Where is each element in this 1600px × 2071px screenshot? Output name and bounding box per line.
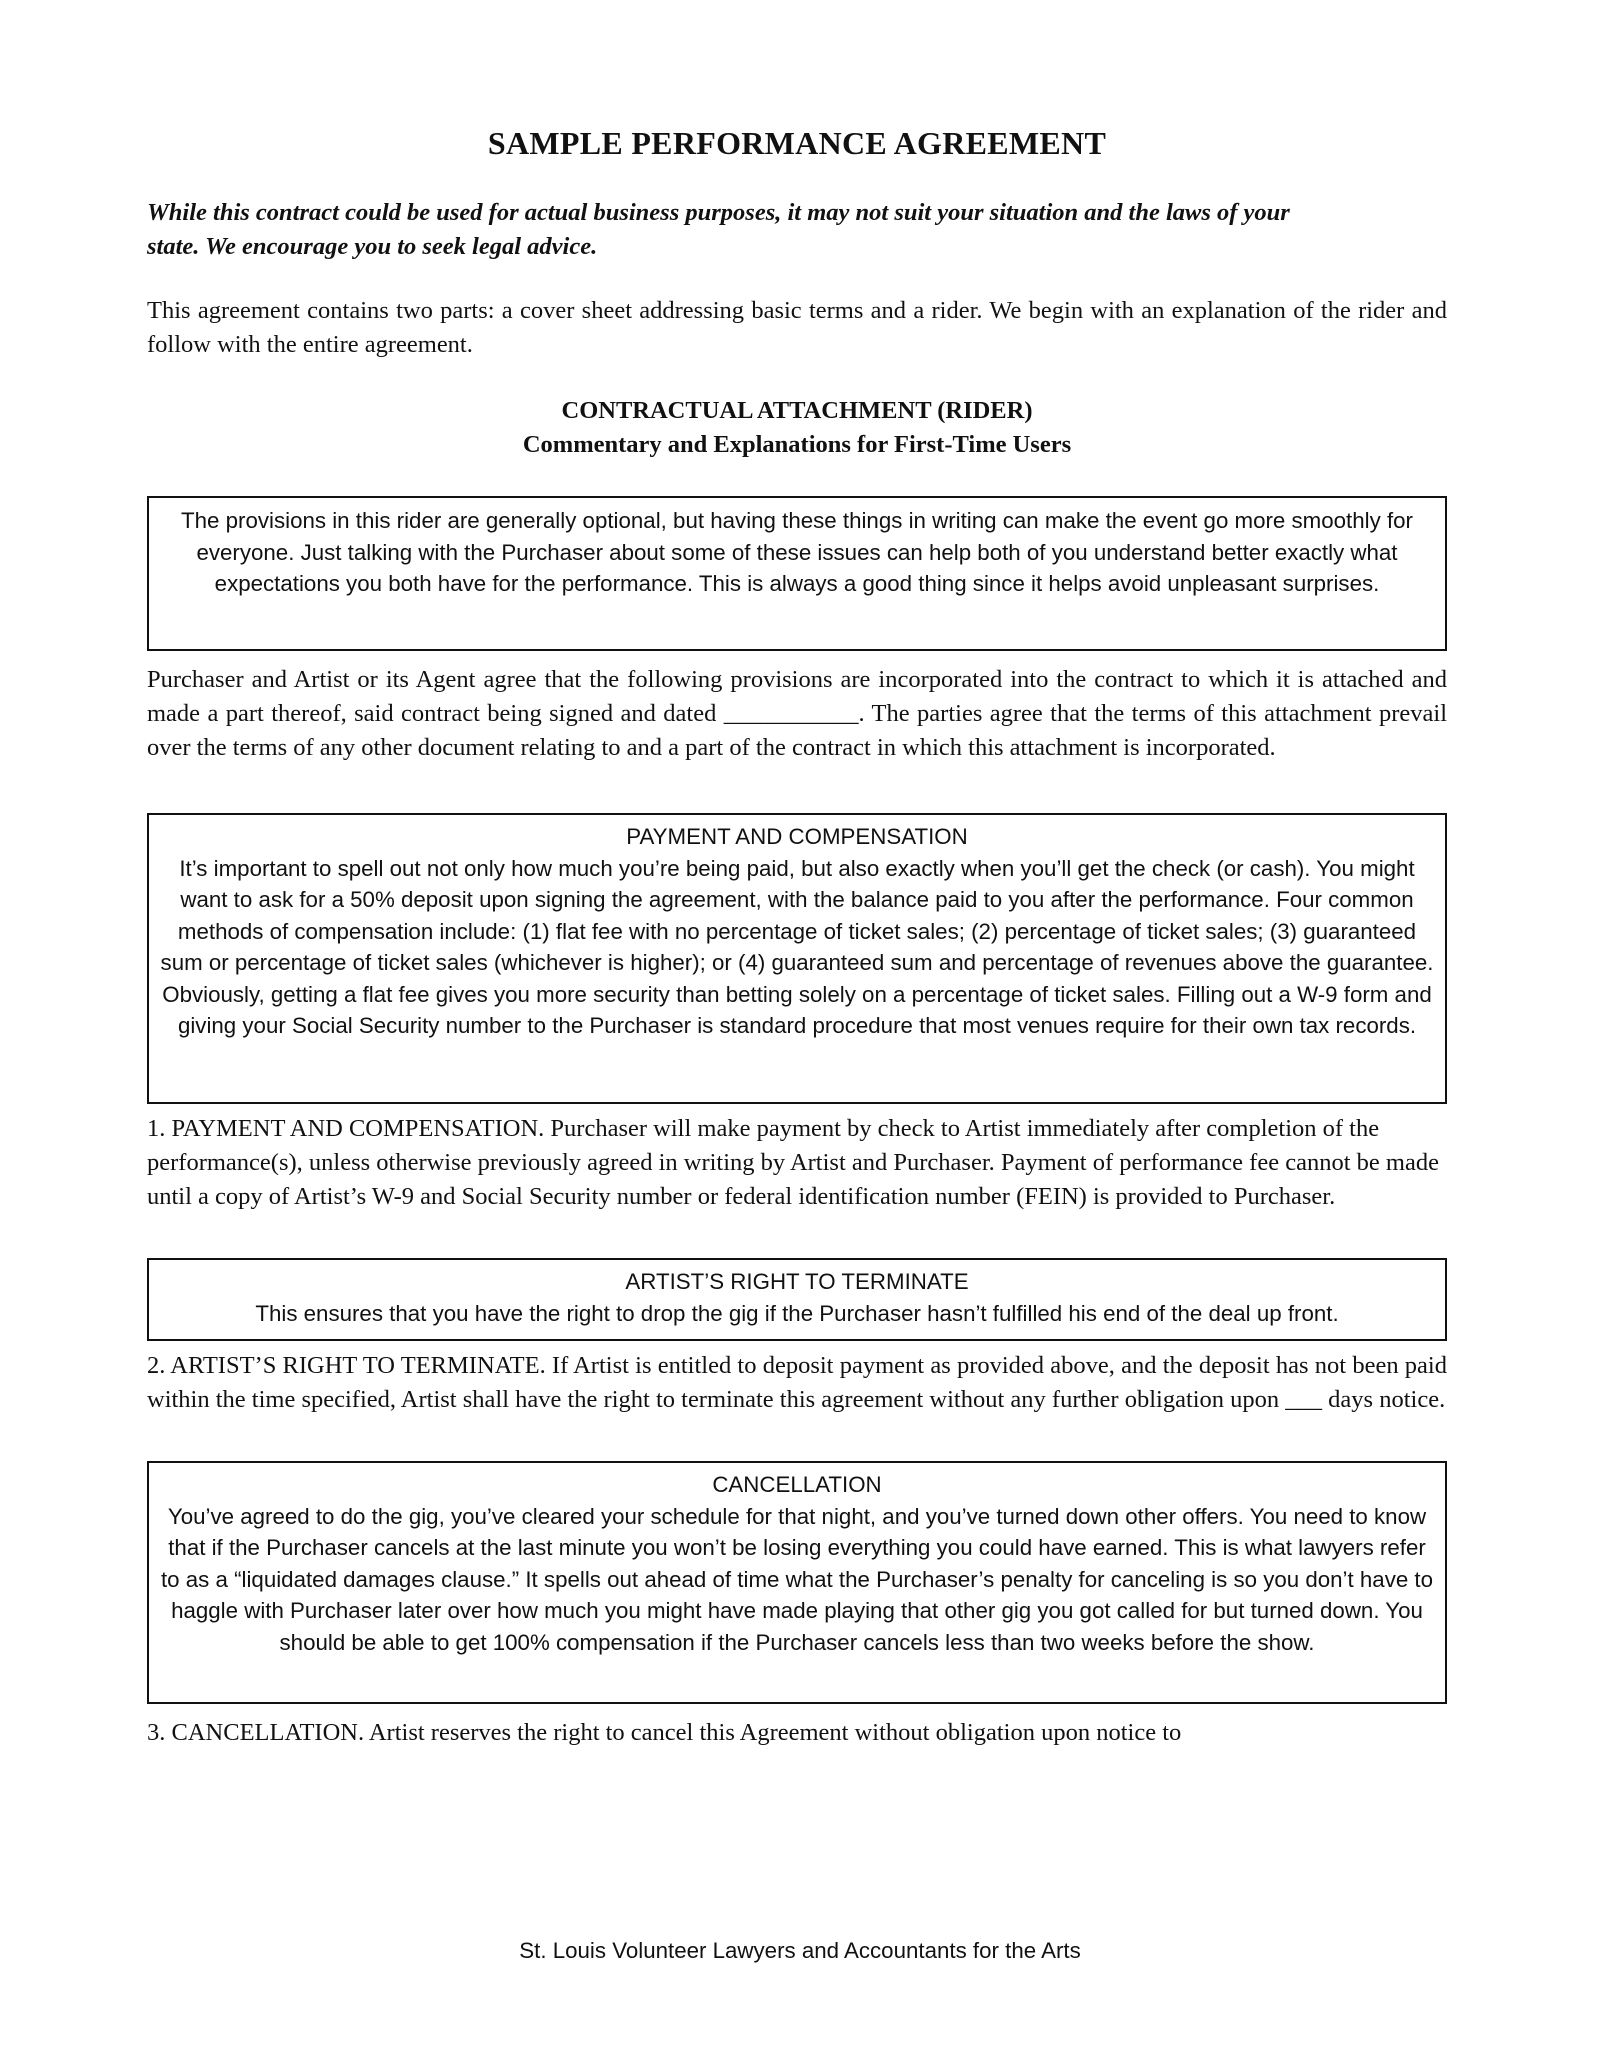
rider-note-text: The provisions in this rider are generally optional, but having these things in writing can make the event go more smoothly for everyone. Just talking with the Purchaser about some of these issues can help both of you understand better exactly what expectations you both have for the performance. This is always a good thing since it helps avoid unpleasant surprises.	[181, 508, 1413, 596]
terminate-box-title: ARTIST’S RIGHT TO TERMINATE	[625, 1269, 969, 1294]
rider-heading: CONTRACTUAL ATTACHMENT (RIDER)	[561, 397, 1033, 424]
terminate-box-text: This ensures that you have the right to drop the gig if the Purchaser hasn’t fulfilled his end of the deal up front.	[255, 1300, 1339, 1326]
terminate-clause: 2. ARTIST’S RIGHT TO TERMINATE. If Artist is entitled to deposit payment as provided above, and the deposit has not been paid within the time specified, Artist shall have the right to terminate this agreement without any further obligation upon ___ days notice.	[147, 1352, 1447, 1413]
page-title: SAMPLE PERFORMANCE AGREEMENT	[487, 125, 1107, 161]
page-footer: St. Louis Volunteer Lawyers and Accountants for the Arts	[519, 1938, 1081, 1963]
rider-heading-block	[147, 394, 1447, 462]
cancellation-clause: 3. CANCELLATION. Artist reserves the right to cancel this Agreement without obligation upon notice to	[147, 1719, 1182, 1746]
cancellation-commentary-box	[147, 1461, 1447, 1704]
terminate-commentary-box	[147, 1258, 1447, 1341]
payment-clause: 1. PAYMENT AND COMPENSATION. Purchaser will make payment by check to Artist immediately after completion of the performance(s), unless otherwise previously agreed in writing by Artist and Purchaser. Payment of performance fee cannot be made until a copy of Artist’s W-9 and Social Security number or federal identification number (FEIN) is provided to Purchaser.	[147, 1115, 1439, 1210]
rider-note-box	[147, 496, 1447, 651]
incorporation-clause: Purchaser and Artist or its Agent agree that the following provisions are incorporated into the contract to which it is attached and made a part thereof, said contract being signed and dated ___________. The parties agree that the terms of this attachment prevail over the terms of any other document relating to and a part of the contract in which this attachment is incorporated.	[147, 666, 1447, 761]
payment-commentary-box	[147, 813, 1447, 1104]
rider-subheading: Commentary and Explanations for First-Time Users	[522, 431, 1072, 458]
payment-box-text: It’s important to spell out not only how much you’re being paid, but also exactly when you’ll get the check (or cash). You might want to ask for a 50% deposit upon signing the agreement, with the balance paid to you after the performance. Four common methods of compensation include: (1) flat fee with no percentage of ticket sales; (2) percentage of ticket sales; (3) guaranteed sum or percentage of ticket sales (whichever is higher); or (4) guaranteed sum and percentage of revenues above the guarantee. Obviously, getting a flat fee gives you more security than betting solely on a percentage of ticket sales. Filling out a W-9 form and giving your Social Security number to the Purchaser is standard procedure that most venues require for their own tax records.	[160, 855, 1434, 1038]
cancellation-box-title: CANCELLATION	[712, 1472, 882, 1497]
cancellation-box-text: You’ve agreed to do the gig, you’ve cleared your schedule for that night, and you’ve turned down other offers. You need to know that if the Purchaser cancels at the last minute you won’t be losing everything you could have earned. This is what lawyers refer to as a “liquidated damages clause.” It spells out ahead of time what the Purchaser’s penalty for canceling is so you don’t have to haggle with Purchaser later over how much you might have made playing that other gig you got called for but turned down. You should be able to get 100% compensation if the Purchaser cancels less than two weeks before the show.	[160, 1503, 1434, 1655]
document-page	[147, 125, 1447, 1750]
legal-disclaimer: While this contract could be used for actual business purposes, it may not suit your situation and the laws of your state. We encourage you to seek legal advice.	[147, 199, 1290, 260]
payment-box-title: PAYMENT AND COMPENSATION	[626, 824, 968, 849]
intro-paragraph: This agreement contains two parts: a cover sheet addressing basic terms and a rider. We begin with an explanation of the rider and follow with the entire agreement.	[147, 297, 1447, 358]
